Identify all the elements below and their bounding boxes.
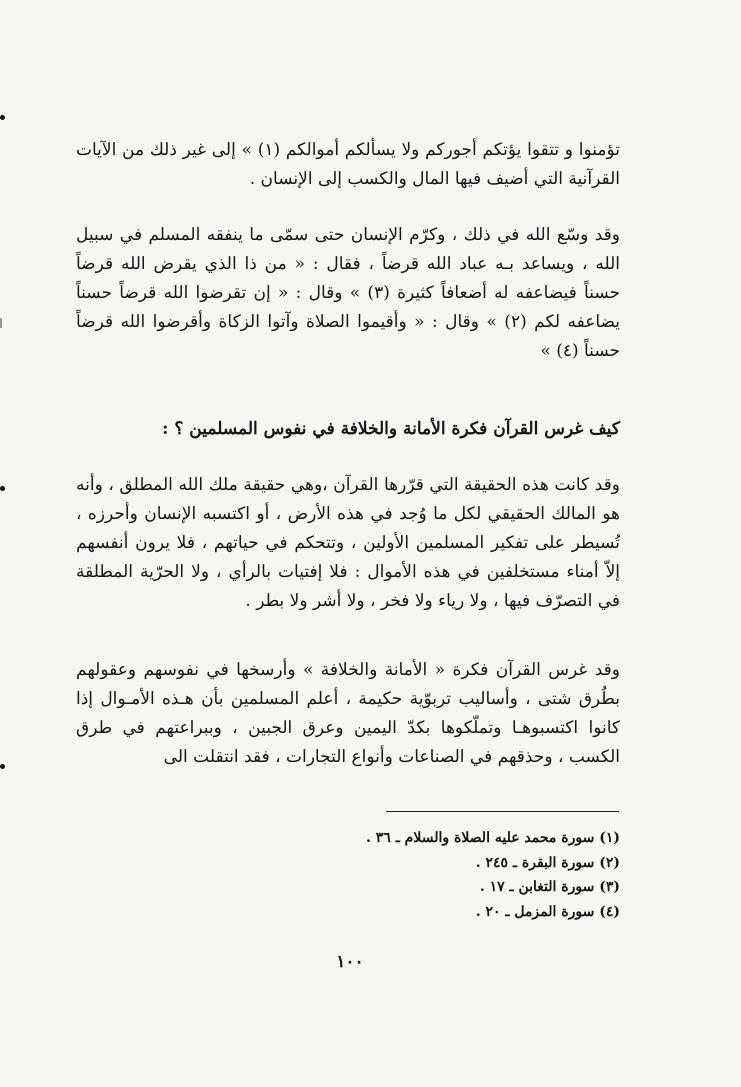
page-number: ١٠٠ [336, 952, 364, 972]
scan-edge-mark [0, 115, 5, 120]
body-paragraph-3 [76, 471, 620, 616]
paragraph-text: وقد غرس القرآن فكرة « الأمانة والخلافة » وأرسخها في نفوسهم وعقولهم بطُرق شتى ، وأساليب تربوّية حكيمة ، أعلم المسلمين بأن هـذه الأمـوال إذا كانوا اكتسبوهـا وتملّكوها بكدّ اليمين وعرق الجبين ، وببراعتهم في طرق الكسب ، وحذقهم في الصناعات وأنواع التجارات ، فقد انتقلت الى [76, 660, 620, 767]
footnote-separator [386, 811, 619, 812]
body-paragraph-2 [76, 221, 620, 366]
body-paragraph-1 [76, 136, 620, 194]
footnote-item: (١) سورة محمد عليه الصلاة والسلام ـ ٣٦ . [366, 830, 620, 846]
scan-edge-mark [0, 318, 2, 328]
paragraph-text: وقد كانت هذه الحقيقة التي قرّرها القرآن ،وهي حقيقة ملك الله المطلق ، وأنه هو المالك الحقيقي لكل ما وُجد في هذه الأرض ، أو اكتسبه الإنسان وأحرزه ، تُسيطر على تفكير المسلمين الأولين ، وتتحكم في حياتهم ، فلا يرون أنفسهم إلاّ أمناء مستخلفين في هذه الأموال : فلا إفتيات بالرأي ، ولا الحرّية المطلقة في التصرّف فيها ، ولا رياء ولا فخر ، ولا أشر ولا بطر . [76, 475, 620, 611]
footnotes [300, 826, 620, 924]
paragraph-text: وقد وسّع الله في ذلك ، وكرّم الإنسان حتى سمّى ما ينفقه المسلم في سبيل الله ، ويساعد بـه عباد الله قرضاً ، فقال : « من ذا الذي يقرض الله قرضاً حسناً فيضاعفه له أضعافاً كثيرة (٣) » وقال : « إن تقرضوا الله قرضاً حسناً يضاعفه لكم (٢) » وقال : « وأقيموا الصلاة وآتوا الزكاة وأقرضوا الله قرضاً حسناً (٤) » [76, 225, 620, 361]
footnote-item: (٤) سورة المزمل ـ ٢٠ . [475, 903, 620, 920]
scan-edge-mark [0, 764, 5, 769]
body-paragraph-4 [76, 656, 620, 772]
scan-edge-mark [0, 486, 5, 491]
paragraph-text: تؤمنوا و تتقوا يؤتكم أجوركم ولا يسألكم أموالكم (١) » إلى غير ذلك من الآيات القرآنية التي أضيف فيها المال والكسب إلى الإنسان . [76, 140, 621, 189]
footnote-item: (٢) سورة البقرة ـ ٢٤٥ . [475, 854, 620, 871]
footnote-item: (٣) سورة التغابن ـ ١٧ . [479, 879, 620, 895]
section-heading: كيف غرس القرآن فكرة الأمانة والخلافة في نفوس المسلمين ؟ : [162, 419, 620, 439]
